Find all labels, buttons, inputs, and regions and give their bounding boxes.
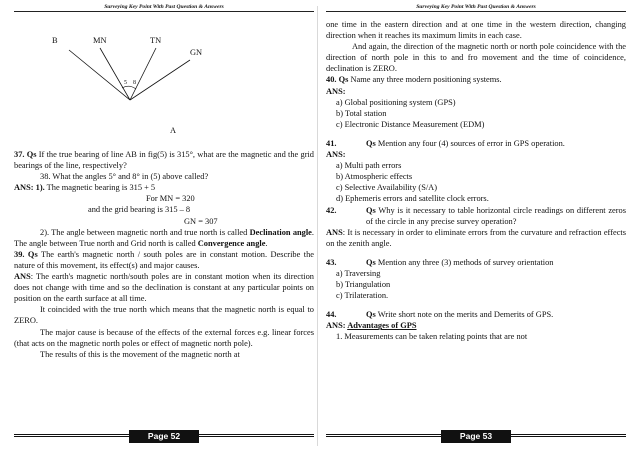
answer-37-line4: GN = 307 [184, 216, 218, 226]
question-42: 42. Qs Why is it necessary to table horizontal circle readings on different zeros of the circle in any precise survey operation? [326, 205, 626, 226]
left-body [14, 149, 314, 360]
page-number-53: Page 53 [441, 430, 511, 443]
label-gn: GN [190, 48, 203, 57]
answer-41-item-c: c) Selective Availability (S/A) [336, 183, 438, 193]
right-page [326, 0, 626, 452]
answer-43-item-b: b) Triangulation [336, 280, 391, 290]
answer-37-line3: and the grid bearing is 315 – 8 [88, 205, 191, 215]
header-rule [14, 11, 314, 12]
left-page [14, 0, 314, 452]
left-running-header [14, 3, 314, 17]
label-a: A [170, 126, 177, 135]
answer-40-item-a: a) Global positioning system (GPS) [336, 97, 456, 107]
question-39: 39. Qs The earth's magnetic north / south poles are in constant motion. Describe the nature of this movement, its effect(s) and major causes. [14, 249, 314, 270]
label-angle-5: 5 [124, 80, 127, 86]
answer-41-item-b: b) Atmospheric effects [336, 172, 413, 182]
right-body [326, 19, 626, 343]
answer-43-item-a: a) Traversing [336, 268, 381, 278]
answer-37-line1: ANS: 1). The magnetic bearing is 315 + 5 [14, 183, 156, 193]
paragraph-coincidence: And again, the direction of the magnetic north or north pole coincidence with the direction of north pole in this to and fro movement and the time of coincidence, declination is ZERO. [326, 42, 626, 74]
question-43: 43. Qs Mention any three (3) methods of survey orientation [326, 257, 554, 267]
paragraph-cause: The major cause is because of the effects of the external forces e.g. linear forces (that acts on the magnetic north poles or effect of magnetic north pole). [14, 327, 314, 348]
label-tn: TN [150, 36, 162, 45]
paragraph-results: The results of this is the movement of the magnetic north at [40, 349, 240, 359]
label-angle-8: 8 [133, 80, 136, 86]
answer-44: ANS: Advantages of GPS [326, 321, 417, 331]
answer-38: 2). The angle between magnetic north and true north is called Declination angle. The angle between True north and Grid north is called Convergence angle. [14, 227, 314, 248]
question-37: 37. Qs If the true bearing of line AB in fig(5) is 315°, what are the magnetic and the grid bearings of the line, respectively? [14, 150, 314, 171]
paragraph-coincide: It coincided with the true north which means that the magnetic north is equal to ZERO. [14, 305, 314, 326]
continued-text: one time in the eastern direction and at one time in the western direction, changing direction when it reaches its maximum limits in each case. [326, 20, 626, 41]
header-title: Surveying Key Point With Past Question & Answers [416, 4, 536, 10]
answer-43-item-c: c) Trilateration. [336, 291, 389, 301]
page-gutter [317, 6, 318, 446]
label-mn: MN [93, 36, 107, 45]
answer-37-line2: For MN = 320 [146, 194, 195, 204]
answer-41-label: ANS: [326, 150, 346, 160]
answer-40-item-b: b) Total station [336, 108, 387, 118]
page-number-52: Page 52 [129, 430, 199, 443]
right-running-header [326, 3, 626, 17]
answer-42: ANS: It is necessary in order to eliminate errors from the curvature and refraction effects on the zenith angle. [326, 227, 626, 248]
advantage-item-1: 1. Measurements can be taken relating points that are not [336, 332, 528, 342]
question-40: 40. Qs Name any three modern positioning systems. [326, 75, 502, 85]
answer-41-item-a: a) Multi path errors [336, 161, 402, 171]
question-44: 44. Qs Write short note on the merits and Demerits of GPS. [326, 310, 554, 320]
answer-41-item-d: d) Ephemeris errors and satellite clock errors. [336, 194, 489, 204]
bearing-diagram [14, 18, 314, 146]
question-38: 38. What the angles 5° and 8° in (5) above called? [40, 172, 209, 182]
header-title: Surveying Key Point With Past Question & Answers [104, 4, 224, 10]
bearing-figure [14, 18, 314, 146]
label-b: B [52, 36, 58, 45]
advantages-heading: Advantages of GPS [347, 321, 417, 331]
answer-40-item-c: c) Electronic Distance Measurement (EDM) [336, 119, 485, 129]
answer-40-label: ANS: [326, 86, 346, 96]
answer-39: ANS: The earth's magnetic north/south poles are in constant motion when its direction does not change with time and so the declination is constant at any particular points on position on the earth surface at all time. [14, 272, 314, 304]
right-footer [326, 430, 626, 444]
question-41: 41. Qs Mention any four (4) sources of error in GPS operation. [326, 138, 565, 148]
left-footer [14, 430, 314, 444]
header-rule [326, 11, 626, 12]
